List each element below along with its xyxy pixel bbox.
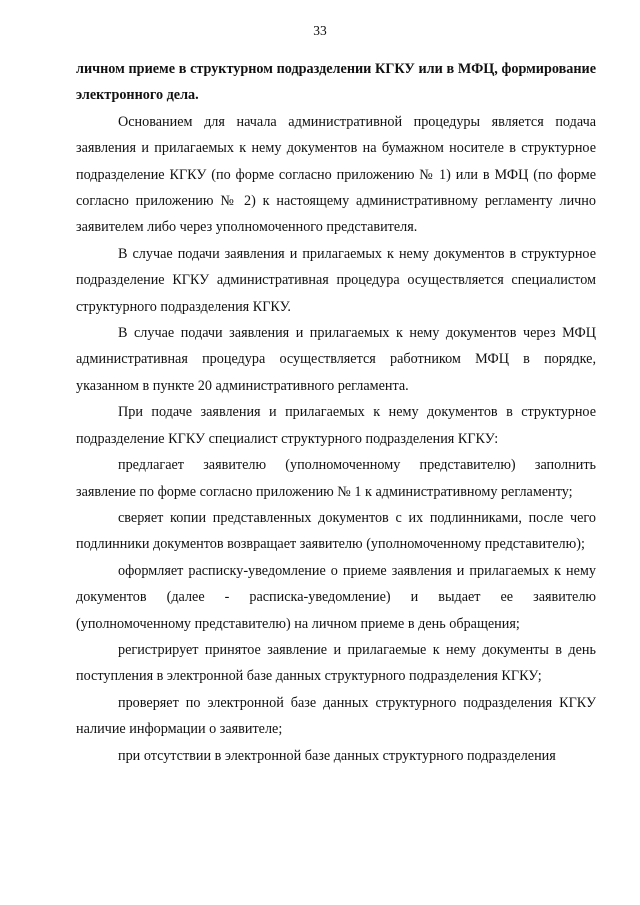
page-number: 33	[313, 23, 327, 38]
paragraph: При подаче заявления и прилагаемых к нему документов в структурное подразделение КГКУ специалист структурного подразделения КГКУ:	[76, 404, 596, 447]
paragraph: В случае подачи заявления и прилагаемых к нему документов через МФЦ административная процедура осуществляется работником МФЦ в порядке, указанном в пункте 20 административного регламента.	[76, 325, 596, 394]
paragraph: В случае подачи заявления и прилагаемых к нему документов в структурное подразделение КГКУ административная процедура осуществляется специалистом структурного подразделения КГКУ.	[76, 245, 596, 315]
list-item: сверяет копии представленных документов с их подлинниками, после чего подлинники документов возвращает заявителю (уполномоченному представителю);	[76, 509, 596, 553]
list-item: оформляет расписку-уведомление о приеме заявления и прилагаемых к нему документов (далее - расписка-уведомление) и выдает ее заявителю (уполномоченному представителю) на личном приеме в день обращения;	[76, 562, 596, 632]
list-item: предлагает заявителю (уполномоченному представителю) заполнить заявление по форме согласно приложению № 1 к административному регламенту;	[76, 457, 596, 500]
list-item: проверяет по электронной базе данных структурного подразделения КГКУ наличие информации о заявителе;	[76, 694, 596, 738]
document-body	[76, 56, 596, 769]
list-item: при отсутствии в электронной базе данных структурного подразделения	[118, 747, 556, 764]
paragraph-heading: личном приеме в структурном подразделении КГКУ или в МФЦ, формирование электронного дела.	[76, 61, 596, 104]
list-item: регистрирует принятое заявление и прилагаемые к нему документы в день поступления в электронной базе данных структурного подразделения КГКУ;	[76, 641, 596, 685]
paragraph: Основанием для начала административной процедуры является подача заявления и прилагаемых к нему документов на бумажном носителе в структурное подразделение КГКУ (по форме согласно приложению № 1) или в МФЦ (по форме согласно приложению № 2) к настоящему административному регламенту лично заявителем либо через уполномоченного представителя.	[76, 113, 596, 236]
